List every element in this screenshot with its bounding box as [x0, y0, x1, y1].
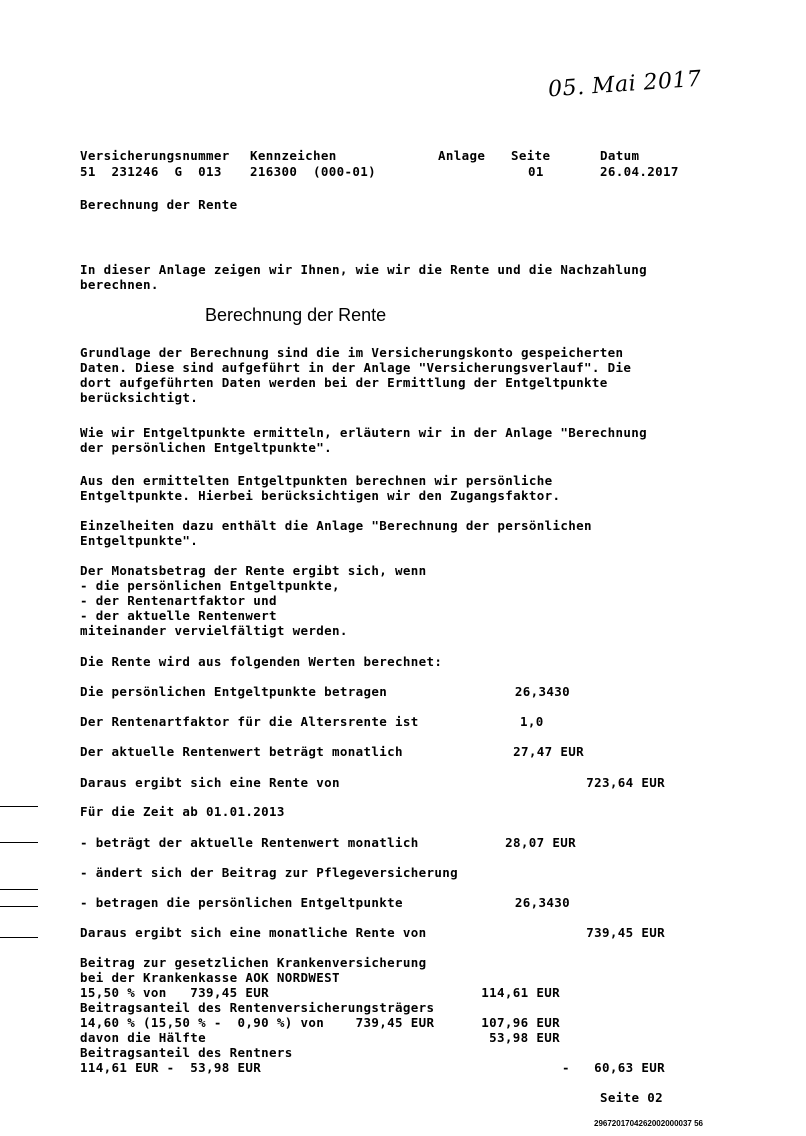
kv-value: 107,96 EUR — [481, 1015, 560, 1030]
paragraph-line: Wie wir Entgeltpunkte ermitteln, erläutern wir in der Anlage "Berechnung — [80, 425, 648, 440]
period-row-label: Daraus ergibt sich eine monatliche Rente von — [80, 925, 427, 940]
kv-minus-sign: - — [562, 1060, 570, 1075]
paragraph-line: dort aufgeführten Daten werden bei der Ermittlung der Entgeltpunkte — [80, 375, 608, 390]
paragraph-line: Daten. Diese sind aufgeführt in der Anlage "Versicherungsverlauf". Die — [80, 360, 632, 375]
header-label-anlage: Anlage — [438, 148, 486, 163]
kv-value: 60,63 EUR — [594, 1060, 665, 1075]
header-label-seite: Seite — [511, 148, 551, 163]
kv-value: 114,61 EUR — [481, 985, 560, 1000]
section-title: Berechnung der Rente — [205, 305, 387, 325]
period-row-total: 739,45 EUR — [586, 925, 665, 940]
margin-rule — [0, 906, 38, 907]
intro-line: In dieser Anlage zeigen wir Ihnen, wie wir die Rente und die Nachzahlung — [80, 262, 648, 277]
barcode-number: 2967201704262002000037 56 — [594, 1119, 704, 1128]
datum-value: 26.04.2017 — [600, 164, 679, 179]
kennzeichen-value: 216300 (000-01) — [250, 164, 377, 179]
calc-row-label: Daraus ergibt sich eine Rente von — [80, 775, 340, 790]
paragraph-line: der persönlichen Entgeltpunkte". — [80, 440, 333, 455]
kv-line: davon die Hälfte — [80, 1030, 207, 1045]
paragraph-line: berücksichtigt. — [80, 390, 199, 405]
calc-row-label: Der aktuelle Rentenwert beträgt monatlich — [80, 744, 403, 759]
period-row-value: 26,3430 — [514, 895, 570, 910]
calc-row-total: 723,64 EUR — [586, 775, 665, 790]
margin-rule — [0, 842, 38, 843]
header-label-kennzeichen: Kennzeichen — [250, 148, 337, 163]
calc-row-label: Der Rentenartfaktor für die Altersrente ist — [80, 714, 419, 729]
period-row-label: - ändert sich der Beitrag zur Pflegeversicherung — [80, 865, 459, 880]
calc-row-value: 27,47 EUR — [513, 744, 584, 759]
calculation-intro: Die Rente wird aus folgenden Werten berechnet: — [80, 654, 443, 669]
handwritten-date: 05. Mai 2017 — [547, 66, 703, 103]
calc-row-value: 26,3430 — [514, 684, 570, 699]
paragraph-line: Entgeltpunkte. Hierbei berücksichtigen wir den Zugangsfaktor. — [80, 488, 561, 503]
period-row-label: - betragen die persönlichen Entgeltpunkte — [80, 895, 403, 910]
versicherungsnummer-value: 51 231246 G 013 — [80, 164, 222, 179]
header-label-versicherungsnummer: Versicherungsnummer — [80, 148, 230, 163]
period-row-label: - beträgt der aktuelle Rentenwert monatlich — [80, 835, 419, 850]
paragraph-line: Einzelheiten dazu enthält die Anlage "Berechnung der persönlichen — [80, 518, 592, 533]
paragraph-line: Entgeltpunkte". — [80, 533, 199, 548]
kv-line: 15,50 % von 739,45 EUR — [80, 985, 270, 1000]
calc-row-value: 1,0 — [520, 714, 544, 729]
list-item: - die persönlichen Entgeltpunkte, — [80, 578, 340, 593]
document-label: Berechnung der Rente — [80, 197, 238, 212]
kv-line: Beitragsanteil des Rentners — [80, 1045, 293, 1060]
kv-line: bei der Krankenkasse AOK NORDWEST — [80, 970, 340, 985]
kv-value: 53,98 EUR — [489, 1030, 560, 1045]
page-number: Seite 02 — [600, 1090, 664, 1105]
margin-rule — [0, 806, 38, 807]
header-label-datum: Datum — [600, 148, 640, 163]
list-item: - der Rentenartfaktor und — [80, 593, 277, 608]
intro-line: berechnen. — [80, 277, 159, 292]
kv-line: Beitragsanteil des Rentenversicherungsträgers — [80, 1000, 435, 1015]
kv-line: Beitrag zur gesetzlichen Krankenversicherung — [80, 955, 427, 970]
seite-value: 01 — [528, 164, 544, 179]
margin-rule — [0, 937, 38, 938]
paragraph-line: Der Monatsbetrag der Rente ergibt sich, wenn — [80, 563, 427, 578]
margin-rule — [0, 889, 38, 890]
period-heading: Für die Zeit ab 01.01.2013 — [80, 804, 285, 819]
list-item: - der aktuelle Rentenwert — [80, 608, 277, 623]
period-row-value: 28,07 EUR — [505, 835, 576, 850]
calc-row-label: Die persönlichen Entgeltpunkte betragen — [80, 684, 388, 699]
paragraph-line: miteinander vervielfältigt werden. — [80, 623, 348, 638]
kv-line: 114,61 EUR - 53,98 EUR — [80, 1060, 262, 1075]
kv-line: 14,60 % (15,50 % - 0,90 %) von 739,45 EUR — [80, 1015, 435, 1030]
paragraph-line: Grundlage der Berechnung sind die im Versicherungskonto gespeicherten — [80, 345, 624, 360]
paragraph-line: Aus den ermittelten Entgeltpunkten berechnen wir persönliche — [80, 473, 553, 488]
